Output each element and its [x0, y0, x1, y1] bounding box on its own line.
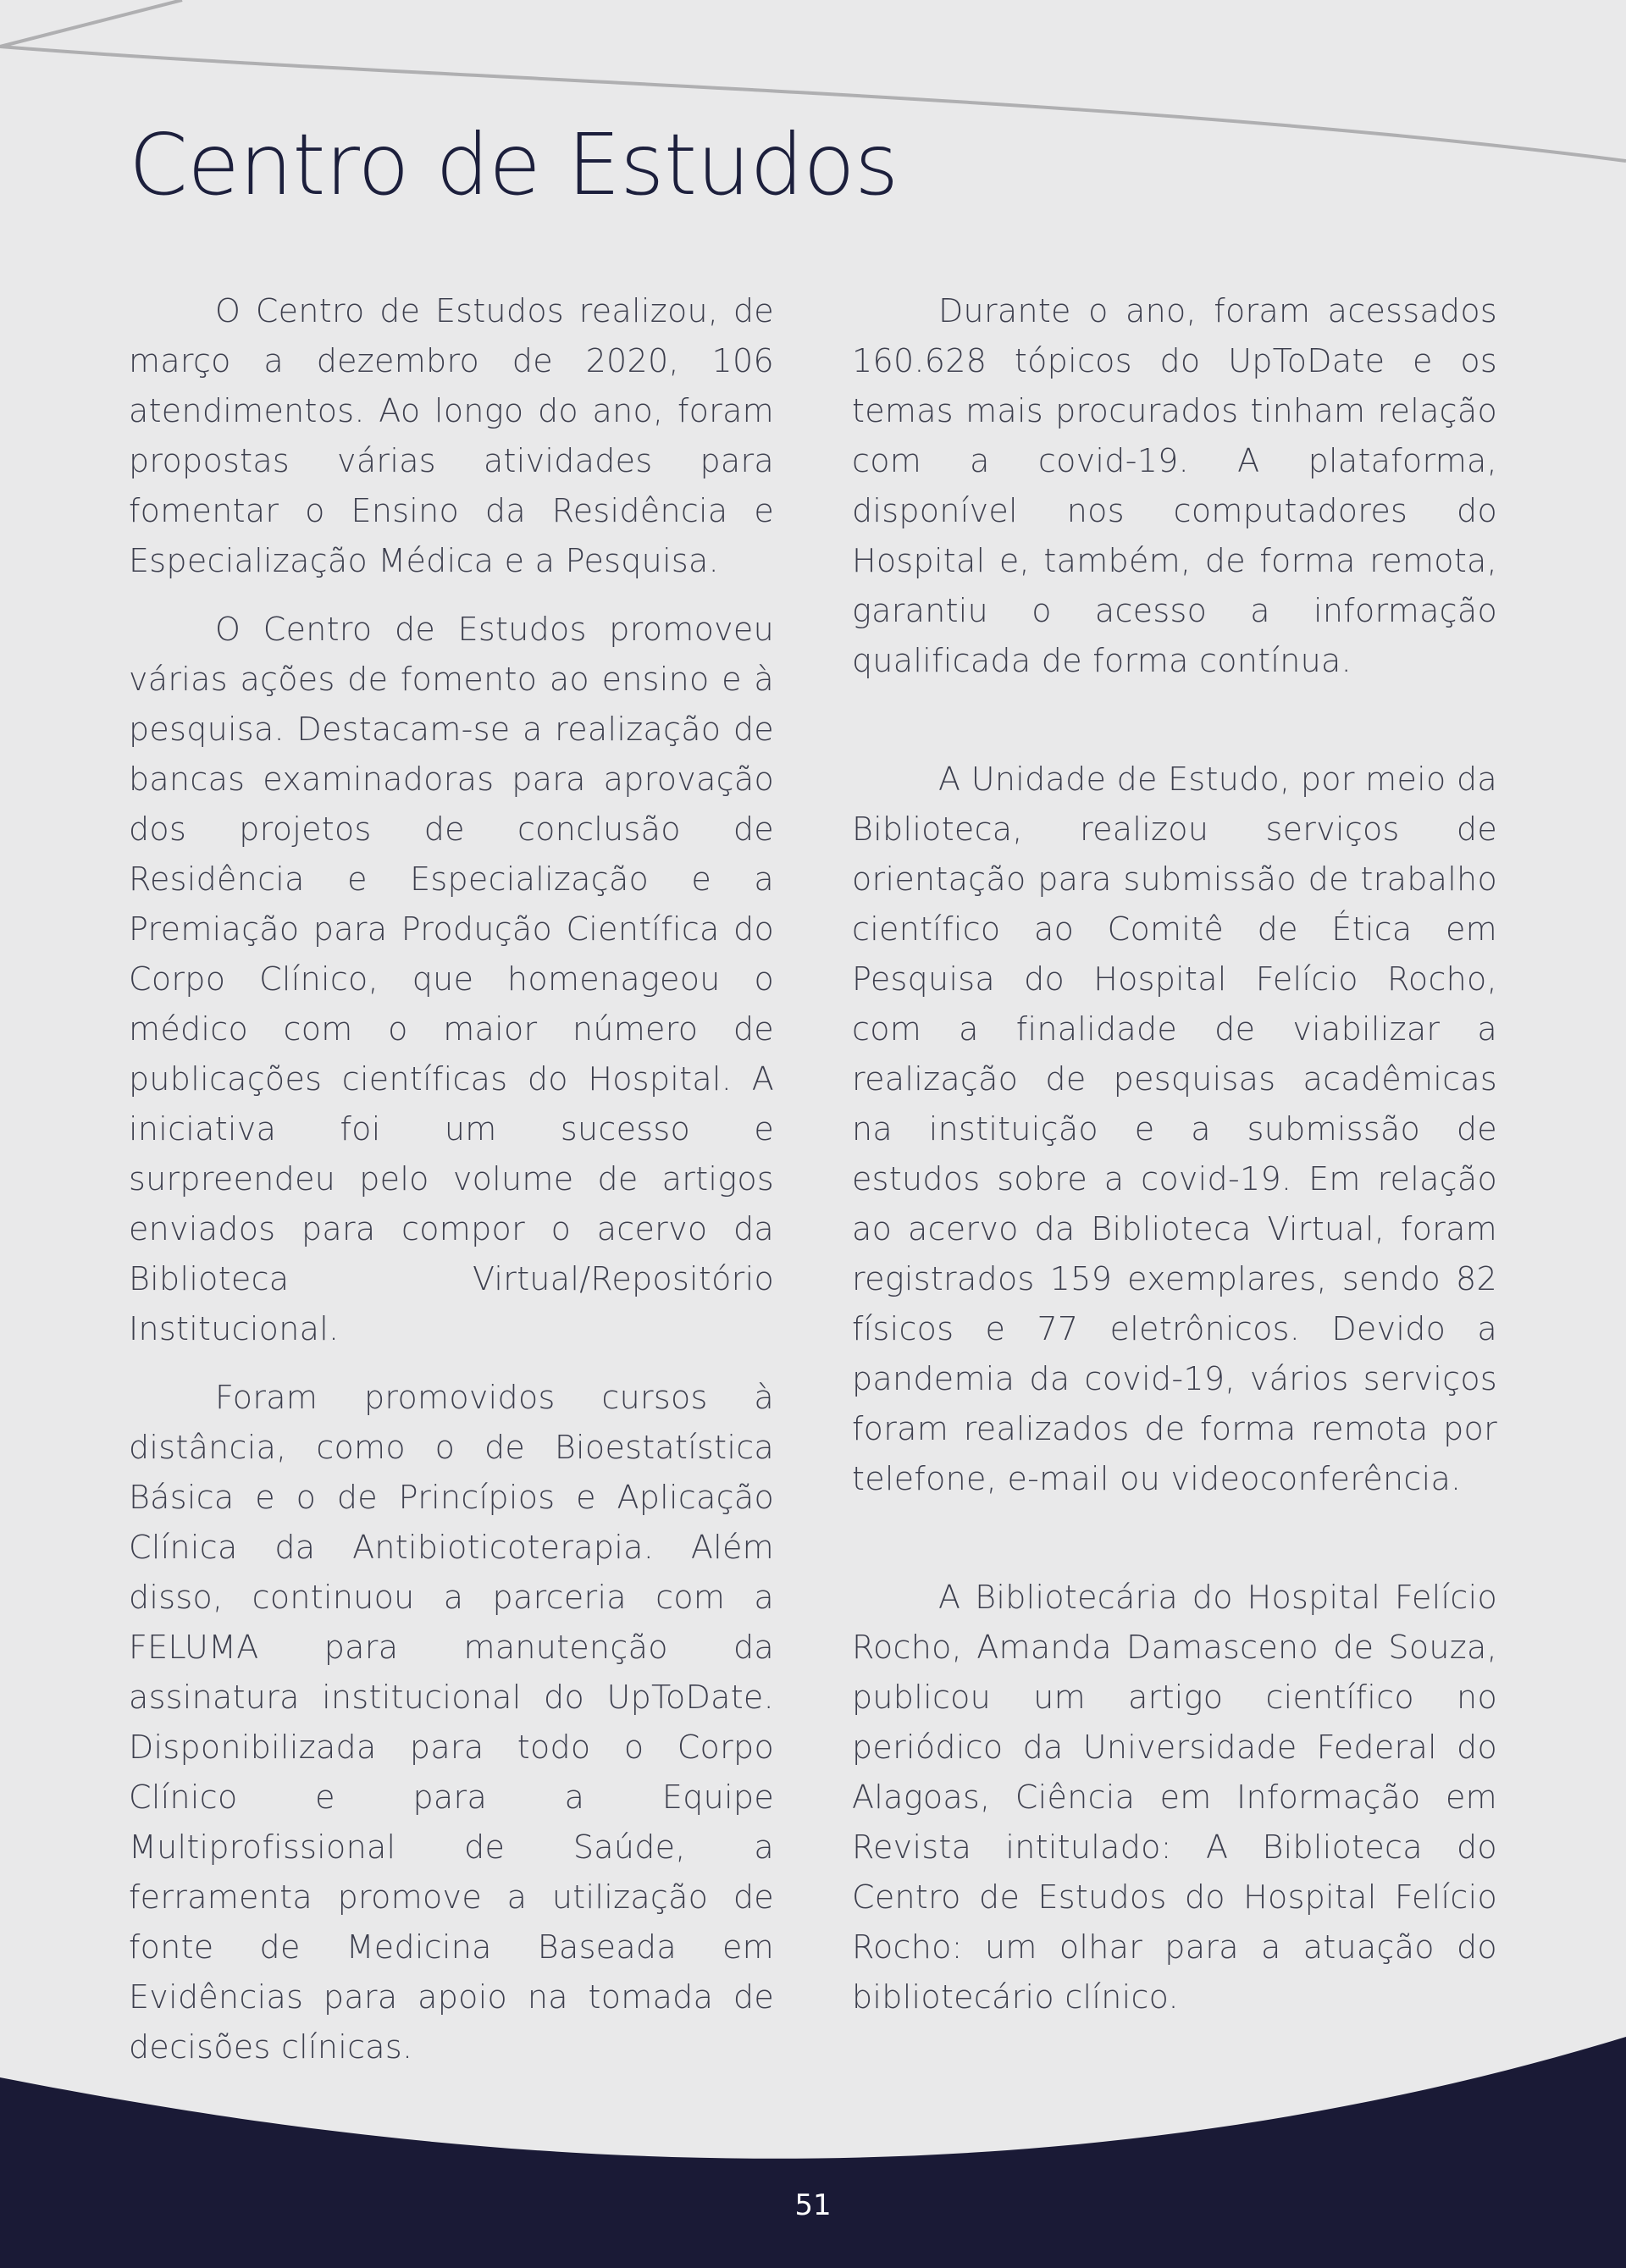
left-column: [129, 286, 774, 2072]
paragraph: Foram promovidos cursos à distância, como o de Bioestatística Básica e o de Princípios e Aplicação Clínica da Antibioticoterapia. Além disso, continuou a parceria com a FELUMA para manutenção da assinatura institucional do UpToDate. Disponibilizada para todo o Corpo Clínico e para a Equipe Multiprofissional de Saúde, a ferramenta promove a utilização de fonte de Medicina Baseada em Evidências para apoio na tomada de decisões clínicas.: [129, 1379, 774, 2066]
page-number: 51: [794, 2188, 832, 2222]
paragraph: O Centro de Estudos realizou, de março a dezembro de 2020, 106 atendimentos. Ao longo do ano, foram propostas várias atividades para fomentar o Ensino da Residência e Especialização Médica e a Pesquisa.: [129, 292, 774, 579]
right-column: [852, 286, 1497, 2022]
paragraph: O Centro de Estudos promoveu várias ações de fomento ao ensino e à pesquisa. Destacam-se a realização de bancas examinadoras para aprovação dos projetos de conclusão de Residência e Especialização e a Premiação para Produção Científica do Corpo Clínico, que homenageou o médico com o maior número de publicações científicas do Hospital. A iniciativa foi um sucesso e surpreendeu pelo volume de artigos enviados para compor o acervo da Biblioteca Virtual/Repositório Institucional.: [129, 611, 774, 1347]
paragraph: A Unidade de Estudo, por meio da Biblioteca, realizou serviços de orientação para submissão de trabalho científico ao Comitê de Ética em Pesquisa do Hospital Felício Rocho, com a finalidade de viabilizar a realização de pesquisas acadêmicas na instituição e a submissão de estudos sobre a covid-19. Em relação ao acervo da Biblioteca Virtual, foram registrados 159 exemplares, sendo 82 físicos e 77 eletrônicos. Devido a pandemia da covid-19, vários serviços foram realizados de forma remota por telefone, e-mail ou videoconferência.: [852, 761, 1497, 1497]
page-title: Centro de Estudos: [129, 115, 899, 214]
paragraph: Durante o ano, foram acessados 160.628 tópicos do UpToDate e os temas mais procurados tinham relação com a covid-19. A plataforma, disponível nos computadores do Hospital e, também, de forma remota, garantiu o acesso a informação qualificada de forma contínua.: [852, 292, 1497, 679]
top-corner-line: [0, 0, 182, 47]
paragraph: A Bibliotecária do Hospital Felício Rocho, Amanda Damasceno de Souza, publicou um artigo científico no periódico da Universidade Federal do Alagoas, Ciência em Informação em Revista intitulado: A Biblioteca do Centro de Estudos do Hospital Felício Rocho: um olhar para a atuação do bibliotecário clínico.: [852, 1579, 1497, 2016]
